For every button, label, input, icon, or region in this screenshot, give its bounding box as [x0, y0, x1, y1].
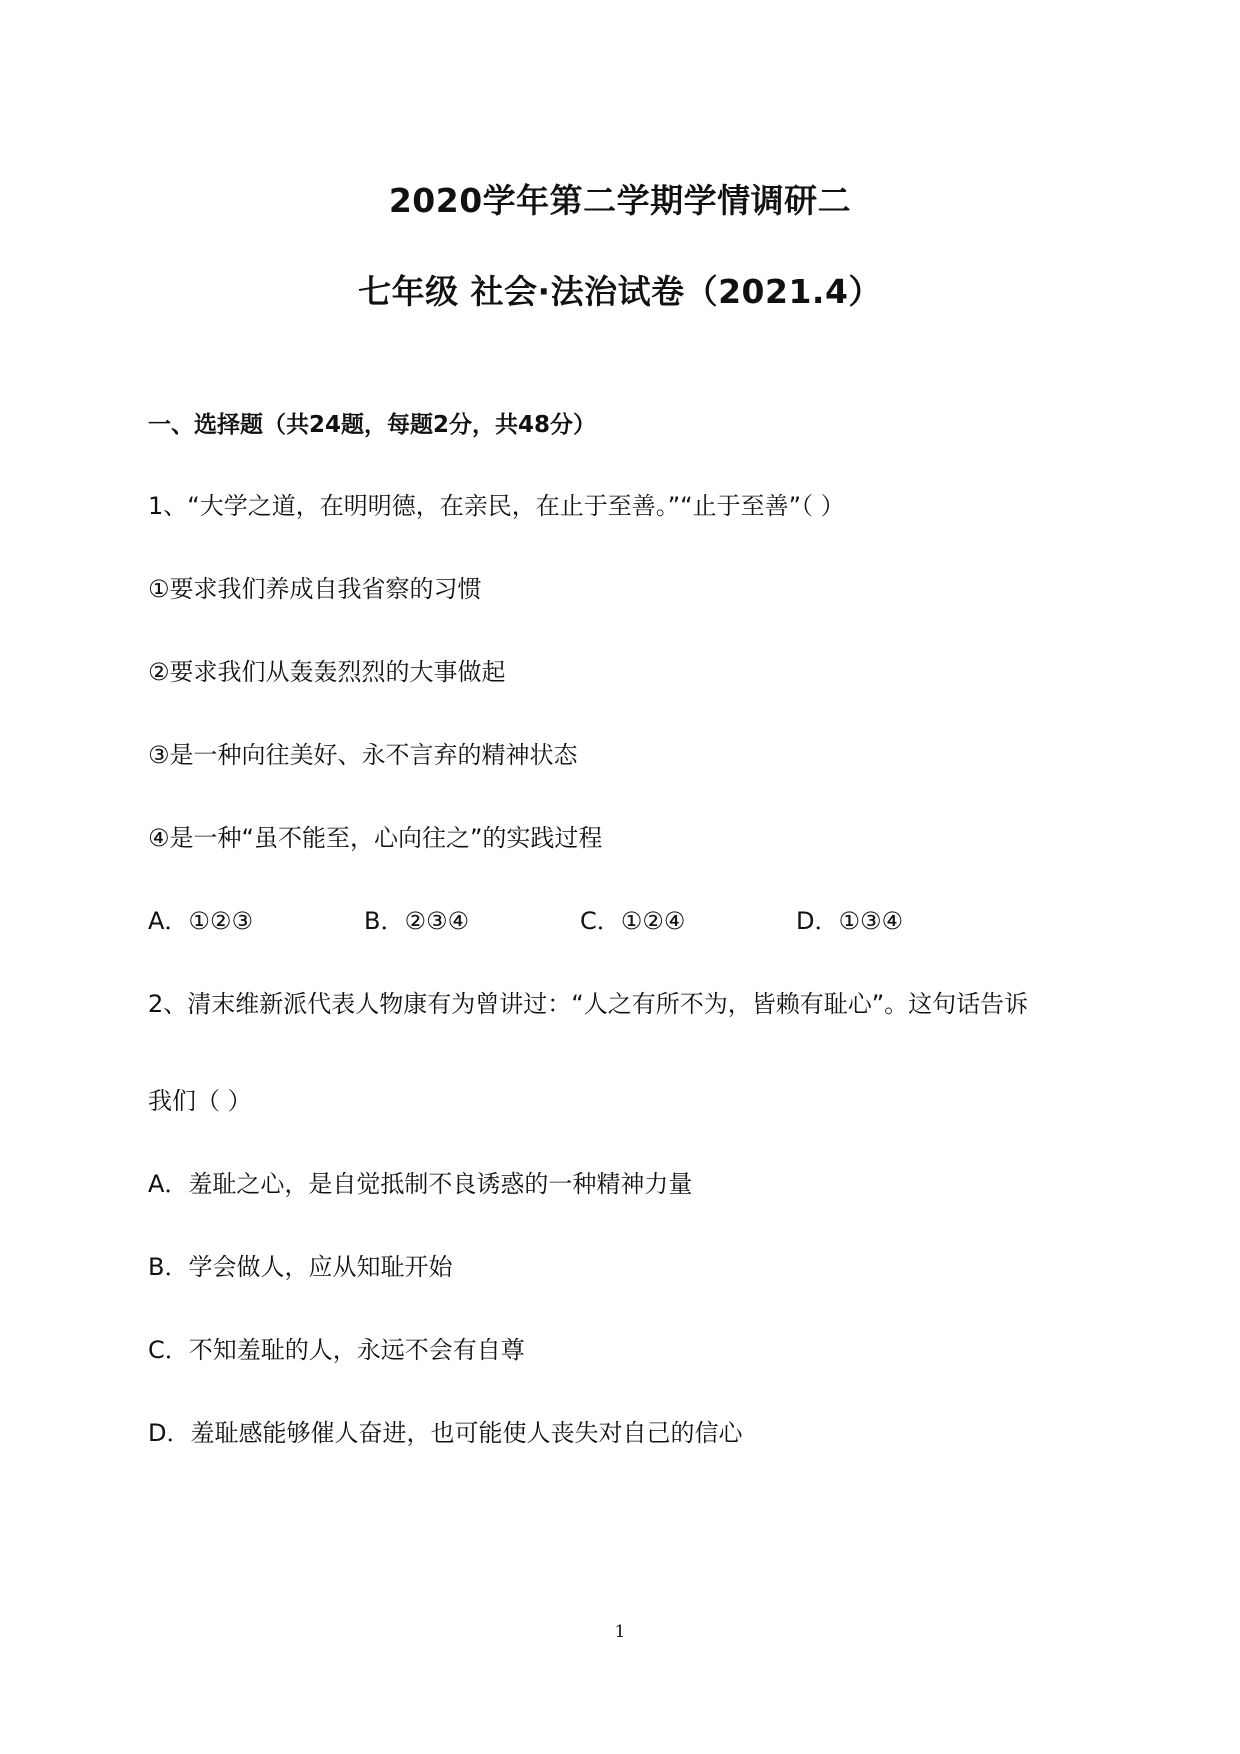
exam-subtitle: 七年级 社会·法治试卷（2021.4） [358, 272, 882, 311]
page-number: 1 [614, 1622, 626, 1642]
question-2-stem-line-2: 我们（ ） [148, 1087, 252, 1115]
question-1-statement-4: ④是一种“虽不能至，心向往之”的实践过程 [148, 824, 603, 852]
question-2-option-d: D．羞耻感能够催人奋进，也可能使人丧失对自己的信心 [148, 1419, 743, 1447]
question-2-option-c: C．不知羞耻的人，永远不会有自尊 [148, 1336, 525, 1364]
question-2-stem-line-1: 2、清末维新派代表人物康有为曾讲过：“人之有所不为，皆赖有耻心”。这句话告诉 [148, 990, 1029, 1018]
question-1-stem: 1、“大学之道，在明明德，在亲民，在止于至善。”“止于至善”（ ） [148, 492, 845, 520]
question-1-statement-3: ③是一种向往美好、永不言弃的精神状态 [148, 741, 578, 769]
question-1-option-c: C．①②④ [580, 907, 686, 935]
question-1-statement-1: ①要求我们养成自我省察的习惯 [148, 575, 482, 603]
question-1-option-b: B．②③④ [364, 907, 470, 935]
question-1-option-d: D．①③④ [796, 907, 904, 935]
question-2-option-a: A．羞耻之心，是自觉抵制不良诱惑的一种精神力量 [148, 1170, 693, 1198]
question-2-option-b: B．学会做人，应从知耻开始 [148, 1253, 453, 1281]
question-1-option-a: A．①②③ [148, 907, 253, 935]
question-1-statement-2: ②要求我们从轰轰烈烈的大事做起 [148, 658, 506, 686]
exam-title: 2020学年第二学期学情调研二 [388, 181, 852, 220]
section-heading: 一、选择题（共24题，每题2分，共48分） [148, 412, 597, 438]
